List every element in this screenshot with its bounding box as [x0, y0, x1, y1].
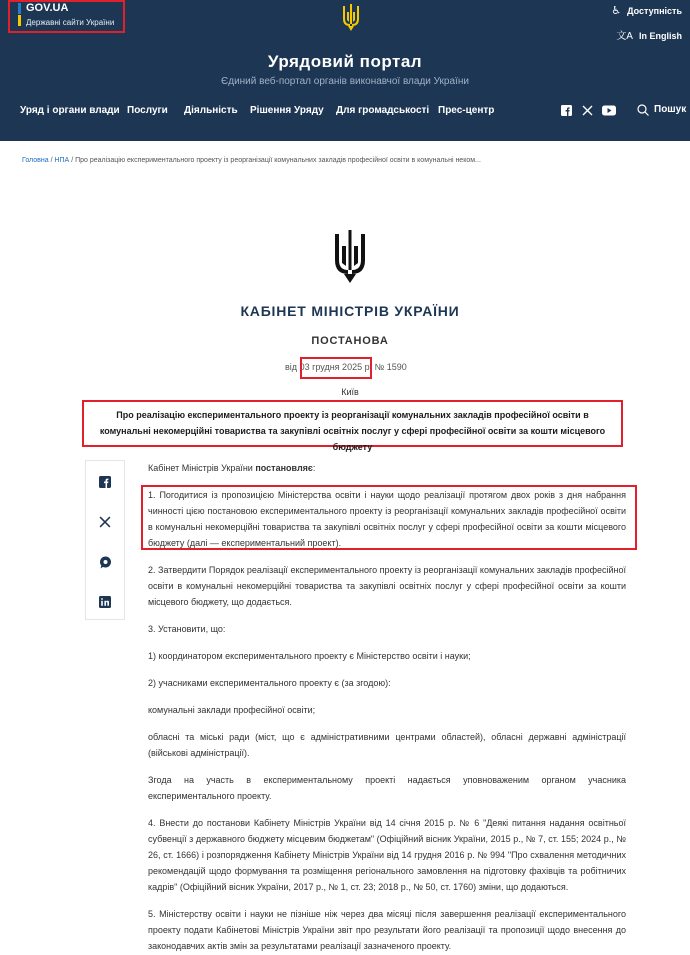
search-icon[interactable] — [637, 104, 649, 116]
nav-item-decisions[interactable]: Рішення Уряду — [250, 105, 324, 116]
x-icon[interactable] — [582, 105, 593, 116]
accessibility-icon: ♿ — [611, 5, 622, 17]
paragraph: 4. Внести до постанови Кабінету Міністрів України від 14 січня 2015 р. № 6 "Деякі питання надання освітньої субвенції з державного бюджету місцевим бюджетам" (Офіційний вісник України, 2015 р., № 7, ст. 155; 2024 р., № 26, ст. 1666) і розпорядження Кабінету Міністрів України від 14 грудня 2016 р. № 994 "Про схвалення методичних рекомендацій щодо формування та розміщення регіонального замовлення на підготовку фахівців та робітничих кадрів" (Офіційний вісник України, 2017 р., № 1, ст. 23; 2018 р., № 50, ст. 1760) зміни, що додаються. — [148, 818, 626, 892]
flag-blue — [18, 3, 21, 14]
document-issuer: КАБІНЕТ МІНІСТРІВ УКРАЇНИ — [240, 303, 460, 319]
facebook-icon — [99, 476, 111, 488]
accessibility-label: Доступність — [627, 6, 682, 16]
trident-icon[interactable] — [341, 2, 361, 32]
share-panel — [85, 460, 125, 620]
x-icon — [99, 516, 111, 528]
language-link[interactable] — [616, 27, 682, 42]
translate-icon: 文A — [616, 31, 633, 42]
share-linkedin-button[interactable] — [86, 587, 124, 617]
breadcrumb — [22, 157, 481, 164]
date-prefix: від — [285, 362, 298, 372]
paragraph: 2. Затвердити Порядок реалізації експериментального проекту із реорганізації комунальних закладів професійної освіти в комунальні некомерційні товариства та закупівлі освітніх послуг у сфері професійної освіти за кошти місцевого бюджету, що додається. — [148, 565, 626, 607]
breadcrumb-separator: / — [71, 157, 74, 164]
site-header — [0, 0, 690, 141]
paragraph: комунальні заклади професійної освіти; — [148, 705, 316, 715]
flag-yellow — [18, 15, 21, 26]
document-kind: ПОСТАНОВА — [311, 335, 389, 347]
nav-item-government[interactable]: Уряд і органи влади — [20, 105, 120, 116]
search-label[interactable]: Пошук — [654, 104, 687, 115]
share-whatsapp-button[interactable] — [86, 547, 124, 577]
portal-subtitle: Єдиний веб-портал органів виконавчої влади України — [221, 76, 469, 87]
document-intro: Кабінет Міністрів України постановляє: — [148, 463, 316, 473]
date-highlight — [300, 357, 372, 379]
breadcrumb-npa[interactable]: НПА — [54, 157, 70, 164]
breadcrumb-home[interactable]: Головна — [22, 157, 49, 164]
paragraph: 1) координатором експериментального проекту є Міністерство освіти і науки; — [148, 651, 471, 661]
document-title: Про реалізацію експериментального проекту із реорганізації комунальних закладів професійної освіти в комунальні некомерційні товариства та закупівлі освітніх послуг у сфері професійної освіти за кошти місцевого бюджету — [99, 410, 606, 452]
nav-item-press[interactable]: Прес-центр — [438, 105, 495, 116]
language-label: In English — [638, 31, 682, 41]
nav-item-services[interactable]: Послуги — [127, 105, 168, 116]
paragraph: 5. Міністерству освіти і науки не пізніше ніж через два місяці після завершення реалізації експериментального проекту подати Кабінетові Міністрів України звіт про результати його реалізації та пропозиції щодо внесення до законодавчих актів змін за результатами реалізації зазначеного проекту. — [148, 909, 626, 951]
document-city: Київ — [341, 387, 359, 397]
paragraph: Згода на участь в експериментальному проекті надається уповноваженим органом учасника експериментального проекту. — [148, 775, 626, 801]
whatsapp-icon — [99, 556, 112, 569]
accessibility-link[interactable] — [611, 4, 682, 17]
paragraph: 3. Установити, що: — [148, 624, 226, 634]
intro-bold: постановляє — [255, 463, 313, 473]
paragraph: 2) учасниками експериментального проекту є (за згодою): — [148, 678, 391, 688]
nav-item-public[interactable]: Для громадськості — [336, 105, 430, 116]
document-date: 03 грудня 2025 — [299, 362, 363, 372]
paragraph: обласні та міські ради (міст, що є адміністративними центрами областей), обласні державні адміністрації (військові адміністрації). — [148, 732, 626, 758]
intro-text: Кабінет Міністрів України — [148, 463, 253, 473]
coat-of-arms-icon — [332, 228, 368, 284]
govua-name: GOV.UA — [26, 2, 69, 14]
linkedin-icon — [99, 596, 111, 608]
document-body — [148, 460, 626, 955]
portal-title[interactable]: Урядовий портал — [267, 52, 423, 71]
breadcrumb-separator: / — [50, 157, 53, 164]
share-facebook-button[interactable] — [86, 467, 124, 497]
govua-sub: Державні сайти України — [26, 18, 115, 27]
document-number: р. № 1590 — [364, 362, 407, 372]
share-x-button[interactable] — [86, 507, 124, 537]
breadcrumb-current: Про реалізацію експериментального проекту із реорганізації комунальних закладів професійної освіти в комунальні неком... — [75, 157, 481, 164]
facebook-icon[interactable] — [561, 105, 572, 116]
youtube-icon[interactable] — [602, 105, 616, 116]
nav-item-activity[interactable]: Діяльність — [184, 105, 238, 116]
paragraph: 1. Погодитися із пропозицією Міністерства освіти і науки щодо реалізації протягом двох років з дня набрання чинності цією постановою експериментального проекту із реорганізації комунальних закладів професійної освіти в комунальні некомерційні товариства та закупівлі освітніх послуг у сфері професійної освіти за кошти місцевого бюджету (далі — експериментальний проект). — [148, 490, 626, 548]
